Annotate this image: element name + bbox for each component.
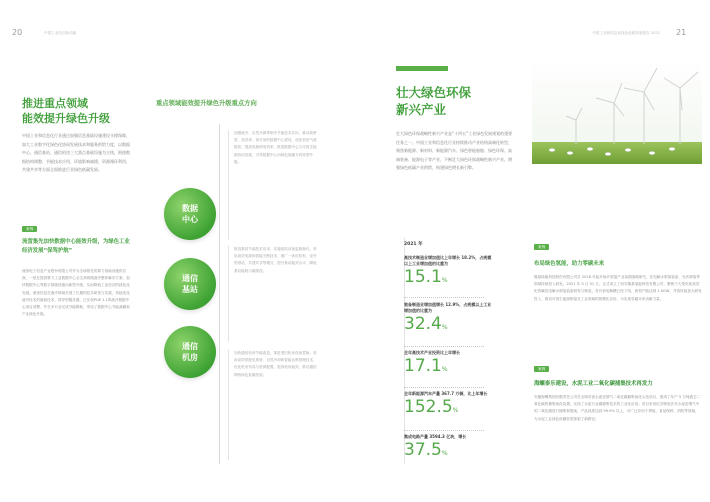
case1-body: 隆基绿能科技股份有限公司自 2018 年起开始开展氢产业前期战略研究，在电解水制氢装备、光伏制氢等领域持续投入研发。2021 年 3 月 31 日，正式成立了西安隆基氢能科技有限公司，聚焦于大型化和高效化的碱性电解水制氢装备研发与制造，首台套电解槽已经下线，规划产能达到 1.5GW，并将持续加大研发投入，推动可再生能源制氢在工业领域的规模化应用，为实现零碳未来贡献力量。	[534, 275, 702, 301]
stats-year: 2021 年	[404, 242, 423, 247]
stat-item: 集成电路产量 3594.3 亿块，增长 37.5%	[404, 434, 467, 460]
node-machine-room: 通信 机房	[164, 326, 216, 378]
case1-tag: 案例	[534, 244, 549, 250]
page-number-right: 21	[676, 28, 687, 37]
diagram-title: 重点领域能效提升绿色升级重点方向	[156, 100, 257, 107]
case2-body: 安徽海螺集团有限责任公司在全球首创水泥窑烟气二氧化碳捕集纯化示范项目，建成了年产 5 万吨液态二氧化碳的捕集纯化装置，实现了水泥行业碳捕集技术的工业化应用。项目采用化学吸收法对水泥窑烟气中的二氧化碳进行捕集和提纯，产品纯度达到 99.9% 以上，可广泛应用于焊接、食品保鲜、消防等领域，为水泥工业绿色低碳转型探索了新路径。	[534, 395, 701, 421]
case-title: 流萤集先加快数据中心能效升级，为绿色工业经济发展“保驾护航”	[22, 239, 130, 254]
page-number-left: 20	[12, 28, 23, 37]
diagram-axis-line	[219, 124, 220, 464]
desc-divider-2	[228, 246, 229, 342]
case2-tag: 案例	[534, 366, 549, 372]
case-body: 流萤电子信息产业股份有限公司作为全球领先的算力基础设施供应商，一是在提供算力工业数据中心全生命周期液冷整体解决方案，加快数据中心等数字基础设施向新型升级，从而降低工业经济的绿色化发展。流萤信息在液冷领域开展了长期的技术研发与实践，持续优化液冷技术的最新技术，领导型服务器，已实现PUE 1.1的液冷数据中心项目部署，并在多行业完成节能降耗，带动了数据中心节能减碳和产业绿色升级。	[22, 269, 130, 317]
stat-item: 全年新能源汽车产量 367.7 万辆，比上年增长 152.5%	[404, 391, 488, 417]
left-title: 推进重点领域 能效提升绿色升级	[22, 97, 110, 125]
case1-title: 布局绿色氢能，助力零碳未来	[534, 261, 605, 267]
desc-data-center: 加强液冷、自然冷源等制冷节能技术应用，推动高密度、高效率、高可用的数据中心建设，优化机房气流组织，提高电源使用效率，推进数据中心与可再生能源协同发展，引导数据中心向绿色低碳方向转型升级。	[234, 131, 317, 164]
desc-divider-1	[228, 130, 229, 240]
case-tag: 案例	[22, 226, 37, 232]
stat-item: 全年高技术产业投资比上年增长 17.1%	[404, 350, 460, 376]
stat-item: 装备制造业增加值增长 12.9%，占规模以上工业增加值的比重为 32.4%	[404, 302, 492, 334]
left-intro: 中国工业和信息化行业通过加强信息基础设施建设支撑保障，加大工业数字化绿色化协同发展技术和服务供给力度，以数据中心、通信基站、通信机房三大重点基础设施为主线，围绕数据结构调整、节能技术应用、环境影响减缓、资源循环利用、共建共享等方面全面推进行业绿色低碳发展。	[22, 133, 130, 172]
case2-title: 海螺泰乐建设，水泥工业二氧化碳捕集技术再发力	[534, 381, 653, 387]
wind-turbine-photo	[532, 58, 702, 164]
right-title: 壮大绿色环保 新兴产业	[396, 85, 472, 117]
desc-machine-room: 加快通信机房节能改造，推进老旧机房设备替换，采用高效供配电系统、自然冷却和智能运维管理技术，优化机房布局与资源配置，提高机房能效，推动通信网络绿色低碳发展。	[234, 351, 317, 377]
header-left-title: 中国工业经济新动能	[44, 31, 77, 35]
stat-item: 高技术制造业增加值比上年增长 18.2%，占规模以上工业增加值的比重为 15.1%	[404, 255, 492, 287]
node-data-center: 数据 中心	[164, 188, 216, 240]
desc-divider-3	[228, 350, 229, 460]
right-intro: 壮大绿色环保战略性新兴产业是“十四五”工业绿色发展规划的重要任务之一。中国工业和信息化行业持续推动产业结构高端化转型，聚焦新能源、新材料、新能源汽车、绿色智能船舶、绿色环保、高端装备、能源电子等产业，不断壮大绿色环保战略性新兴产业，增强绿色低碳产业供给，构建绿色增长新引擎。	[396, 131, 513, 170]
green-accent-bar	[396, 66, 448, 71]
desc-base-station: 推进基站节能技术应用，实施基站设备更新换代，采用高效电源和智能关断技术，推广一体化机柜、室外型基站、共建共享等模式，提升基站能效水平，降低基站能耗与碳排放。	[234, 247, 317, 273]
node-base-station: 通信 基站	[164, 258, 216, 310]
header-right-title: 中国工业和信息化绿色低碳发展报告 2021	[592, 31, 660, 35]
